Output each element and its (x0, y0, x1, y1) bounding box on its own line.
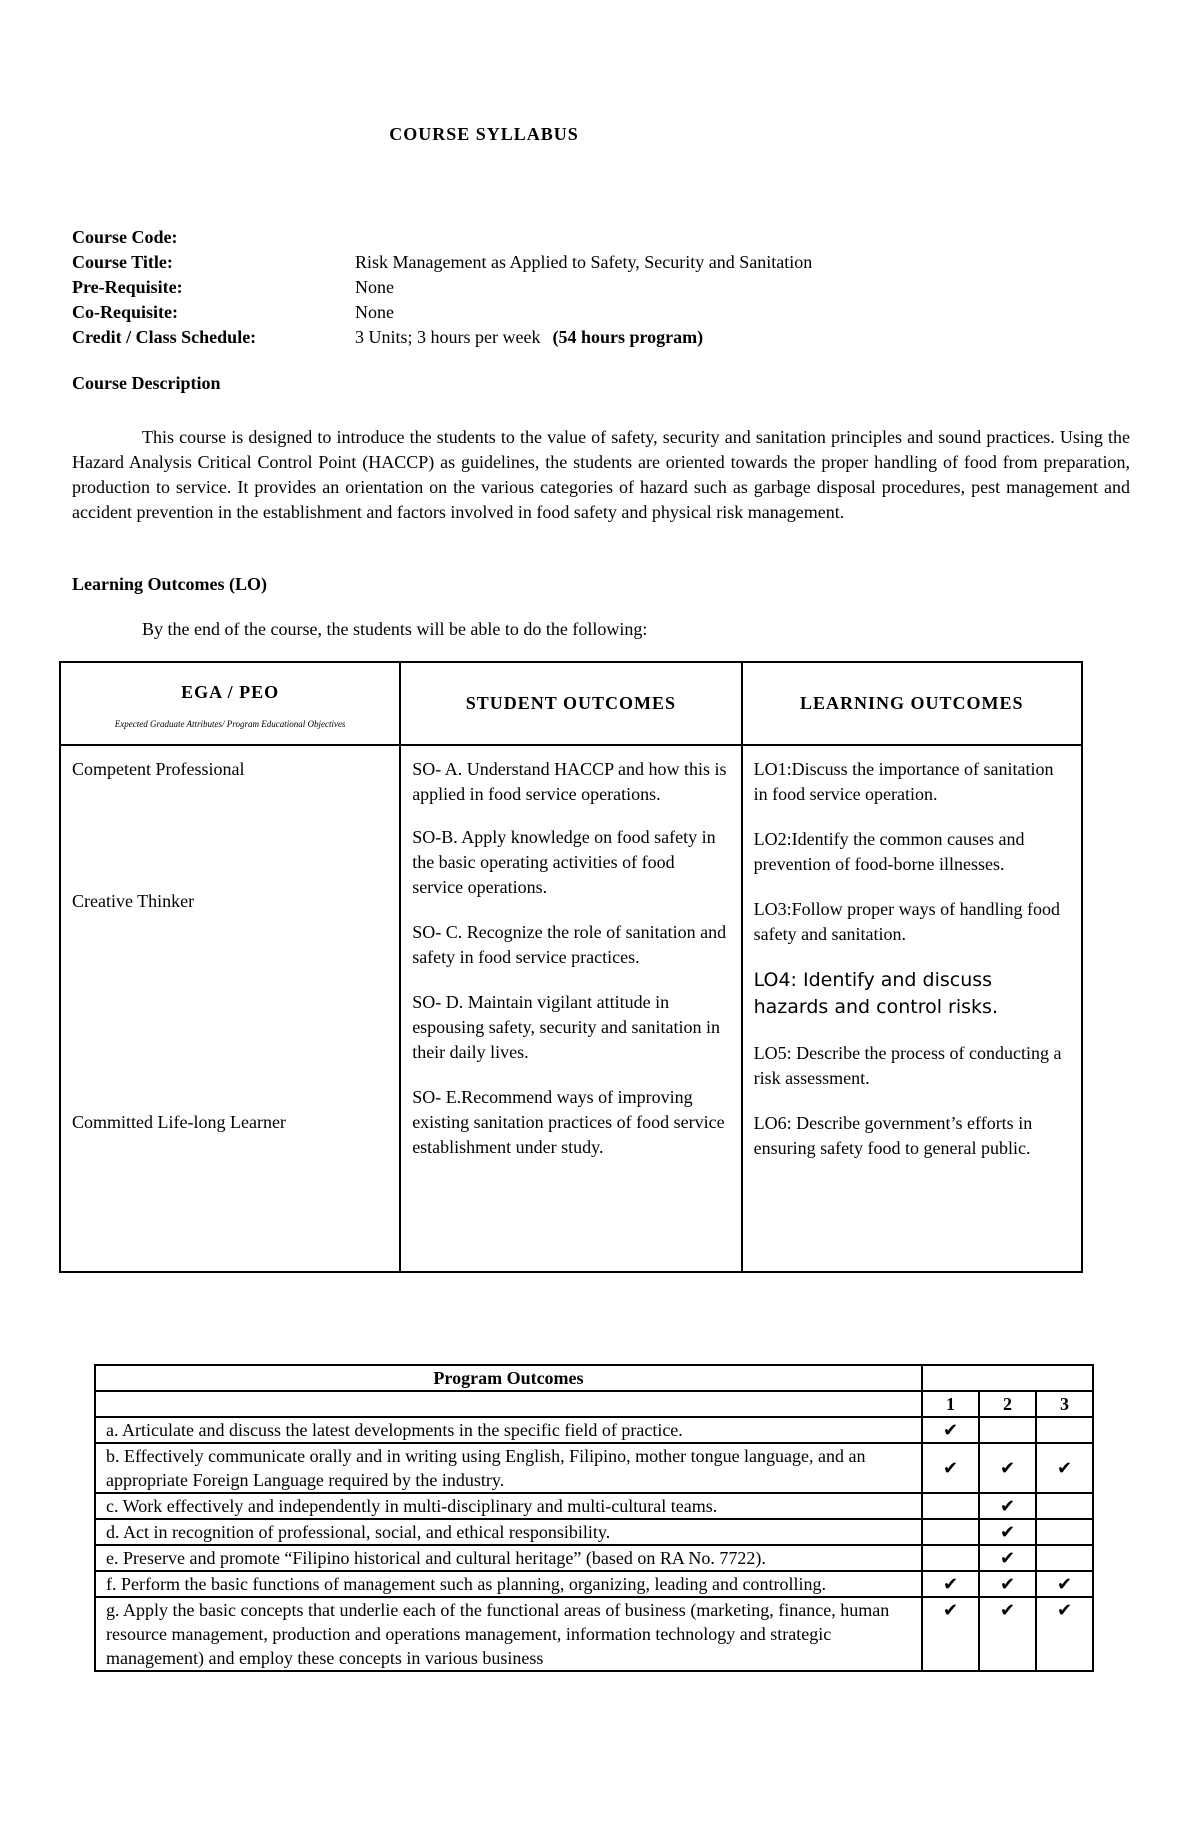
po-row-text: e. Preserve and promote “Filipino historical and cultural heritage” (based on RA No. 7722). (95, 1545, 922, 1571)
po-columns-blank (95, 1391, 922, 1417)
course-code-label: Course Code: (72, 227, 178, 247)
course-title-value: Risk Management as Applied to Safety, Security and Sanitation (355, 252, 813, 272)
ega-cell (60, 745, 400, 1272)
student-outcome-item: SO-B. Apply knowledge on food safety in the basic operating activities of food service operations. (412, 827, 716, 897)
student-outcome-item: SO- D. Maintain vigilant attitude in espousing safety, security and sanitation in their daily lives. (412, 992, 720, 1062)
outcomes-body-row (60, 745, 1082, 1272)
empty-check-cell (979, 1417, 1036, 1443)
empty-check-cell (922, 1519, 979, 1545)
po-row (95, 1443, 1093, 1493)
learning-outcomes-header: LEARNING OUTCOMES (742, 662, 1082, 745)
credit-schedule-value: 3 Units; 3 hours per week (355, 327, 541, 347)
credit-schedule-label: Credit / Class Schedule: (72, 327, 257, 347)
page-title: COURSE SYLLABUS (389, 124, 579, 144)
po-row-text: a. Articulate and discuss the latest developments in the specific field of practice. (95, 1417, 922, 1443)
check-icon: ✔ (979, 1519, 1036, 1545)
learning-outcome-item: LO3:Follow proper ways of handling food safety and sanitation. (753, 899, 1061, 944)
po-row-text: c. Work effectively and independently in multi-disciplinary and multi-cultural teams. (95, 1493, 922, 1519)
student-outcome-item: SO- E.Recommend ways of improving existing sanitation practices of food service establishment under study. (412, 1087, 725, 1157)
check-icon: ✔ (922, 1417, 979, 1443)
ega-item: Committed Life-long Learner (72, 1112, 286, 1132)
course-info (72, 225, 812, 350)
po-row (95, 1519, 1093, 1545)
po-row (95, 1545, 1093, 1571)
student-outcomes-header: STUDENT OUTCOMES (400, 662, 741, 745)
empty-check-cell (1036, 1545, 1093, 1571)
course-title-label: Course Title: (72, 252, 173, 272)
check-icon: ✔ (979, 1571, 1036, 1597)
course-description-text: This course is designed to introduce the students to the value of safety, security and sanitation principles and sound practices. Using the Hazard Analysis Critical Control Point (HACCP) as guidelines, the students are oriented towards the proper handling of food from preparation, production to service. It provides an orientation on the various categories of hazard such as garbage disposal procedures, pest management and accident prevention in the establishment and factors involved in food safety and physical risk management. (72, 427, 1130, 522)
outcomes-header-row (60, 662, 1082, 745)
po-rows (95, 1417, 1093, 1671)
po-row-text: b. Effectively communicate orally and in writing using English, Filipino, mother tongue language, and an appropriate Foreign Language required by the industry. (95, 1443, 922, 1493)
po-column-number: 1 (922, 1391, 979, 1417)
ega-item: Creative Thinker (72, 891, 195, 911)
learning-outcome-item: LO1:Discuss the importance of sanitation in food service operation. (753, 759, 1054, 804)
check-icon: ✔ (979, 1493, 1036, 1519)
prerequisite-value: None (355, 277, 394, 297)
po-header-blank (922, 1365, 1093, 1391)
course-code-row (72, 225, 812, 250)
ega-item: Competent Professional (72, 759, 245, 779)
empty-check-cell (1036, 1519, 1093, 1545)
learning-outcome-item: LO6: Describe government’s efforts in ensuring safety food to general public. (753, 1113, 1033, 1158)
check-icon: ✔ (979, 1443, 1036, 1493)
po-row (95, 1597, 1093, 1671)
learning-outcome-item: LO4: Identify and discuss hazards and control risks. (753, 969, 998, 1018)
po-row-text: g. Apply the basic concepts that underlie each of the functional areas of business (marketing, finance, human resource management, production and operations management, information technology and strategic management) and employ these concepts in various business (95, 1597, 922, 1671)
empty-check-cell (1036, 1493, 1093, 1519)
corequisite-value: None (355, 302, 394, 322)
ega-header (60, 662, 400, 745)
student-outcome-item: SO- A. Understand HACCP and how this is applied in food service operations. (412, 759, 727, 804)
ega-header-subtitle: Expected Graduate Attributes/ Program Educational Objectives (114, 719, 346, 729)
learning-outcomes-intro: By the end of the course, the students will be able to do the following: (142, 619, 648, 639)
empty-check-cell (1036, 1417, 1093, 1443)
prerequisite-label: Pre-Requisite: (72, 277, 183, 297)
program-outcomes-heading: Program Outcomes (95, 1365, 922, 1391)
check-icon: ✔ (1036, 1597, 1093, 1671)
program-hours: (54 hours program) (552, 327, 704, 347)
ega-header-title: EGA / PEO (181, 682, 280, 702)
po-row-text: d. Act in recognition of professional, social, and ethical responsibility. (95, 1519, 922, 1545)
check-icon: ✔ (1036, 1571, 1093, 1597)
check-icon: ✔ (1036, 1443, 1093, 1493)
learning-outcome-item: LO5: Describe the process of conducting a risk assessment. (753, 1043, 1062, 1088)
po-header-row (95, 1365, 1093, 1391)
po-row (95, 1571, 1093, 1597)
po-row (95, 1417, 1093, 1443)
check-icon: ✔ (922, 1571, 979, 1597)
corequisite-label: Co-Requisite: (72, 302, 178, 322)
course-title-row (72, 250, 812, 275)
student-outcomes-cell (400, 745, 741, 1272)
po-row-text: f. Perform the basic functions of management such as planning, organizing, leading and controlling. (95, 1571, 922, 1597)
corequisite-row (72, 300, 812, 325)
empty-check-cell (922, 1545, 979, 1571)
outcomes-table (59, 661, 1083, 1273)
credit-schedule-row (72, 325, 812, 350)
program-outcomes-table (94, 1364, 1094, 1672)
check-icon: ✔ (922, 1443, 979, 1493)
po-columns-row (95, 1391, 1093, 1417)
course-description-heading: Course Description (72, 373, 221, 393)
check-icon: ✔ (922, 1597, 979, 1671)
prerequisite-row (72, 275, 812, 300)
student-outcome-item: SO- C. Recognize the role of sanitation and safety in food service practices. (412, 922, 727, 967)
learning-outcomes-heading: Learning Outcomes (LO) (72, 574, 267, 594)
po-column-number: 2 (979, 1391, 1036, 1417)
learning-outcome-item: LO2:Identify the common causes and prevention of food-borne illnesses. (753, 829, 1025, 874)
po-row (95, 1493, 1093, 1519)
empty-check-cell (922, 1493, 979, 1519)
check-icon: ✔ (979, 1597, 1036, 1671)
check-icon: ✔ (979, 1545, 1036, 1571)
po-column-number: 3 (1036, 1391, 1093, 1417)
learning-outcomes-cell (742, 745, 1082, 1272)
